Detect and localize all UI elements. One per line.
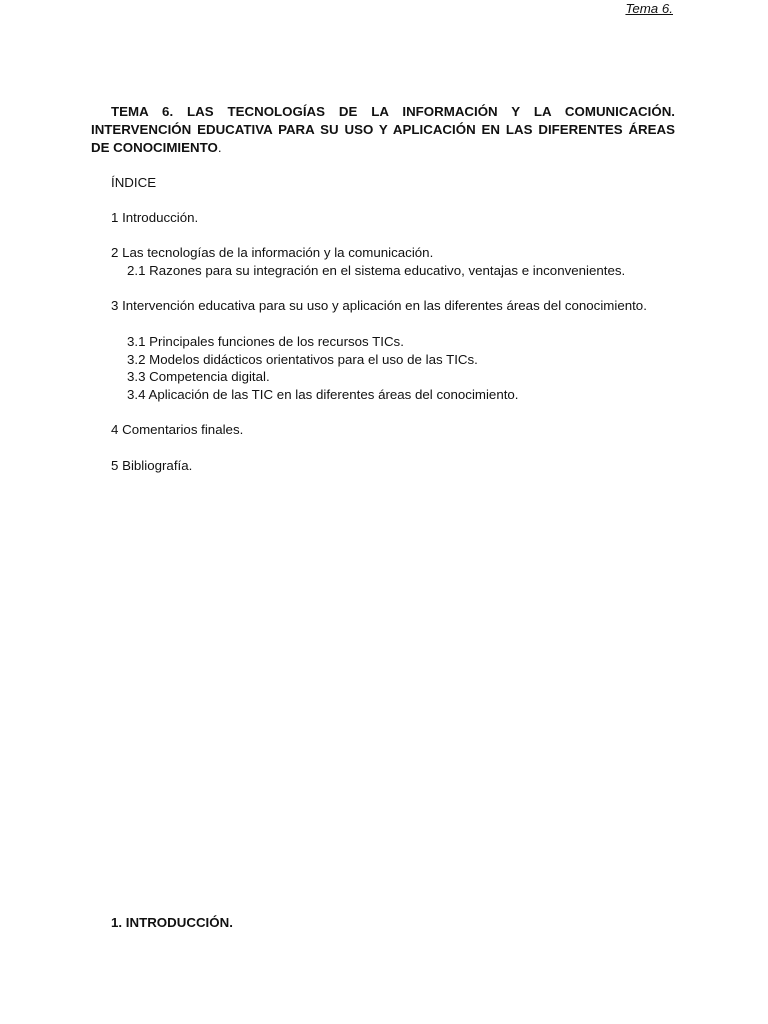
index-item-4: 4 Comentarios finales. [111,422,244,437]
index-item-5: 5 Bibliografía. [111,458,193,473]
index-heading: ÍNDICE [111,175,157,190]
section-1-heading: 1. INTRODUCCIÓN. [111,915,233,930]
index-item-3-2: 3.2 Modelos didácticos orientativos para el uso de las TICs. [127,352,478,367]
index-item-2-1: 2.1 Razones para su integración en el sistema educativo, ventajas e inconvenientes. [127,263,626,278]
index-item-3-4: 3.4 Aplicación de las TIC en las diferentes áreas del conocimiento. [127,387,519,402]
document-title [91,103,675,157]
index-item-3-3: 3.3 Competencia digital. [127,369,270,384]
index-item-3: 3 Intervención educativa para su uso y aplicación en las diferentes áreas del conocimiento. [111,298,647,313]
document-title-period: . [217,140,222,155]
index-item-2: 2 Las tecnologías de la información y la comunicación. [111,245,434,260]
document-title-text: TEMA 6. LAS TECNOLOGÍAS DE LA INFORMACIÓN Y LA COMUNICACIÓN. INTERVENCIÓN EDUCATIVA PARA SU USO Y APLICACIÓN EN LAS DIFERENTES ÁREAS DE CONOCIMIENTO [91,104,675,155]
page-header-label: Tema 6. [625,1,673,16]
index-item-3-1: 3.1 Principales funciones de los recursos TICs. [127,334,404,349]
index-item-1: 1 Introducción. [111,210,199,225]
